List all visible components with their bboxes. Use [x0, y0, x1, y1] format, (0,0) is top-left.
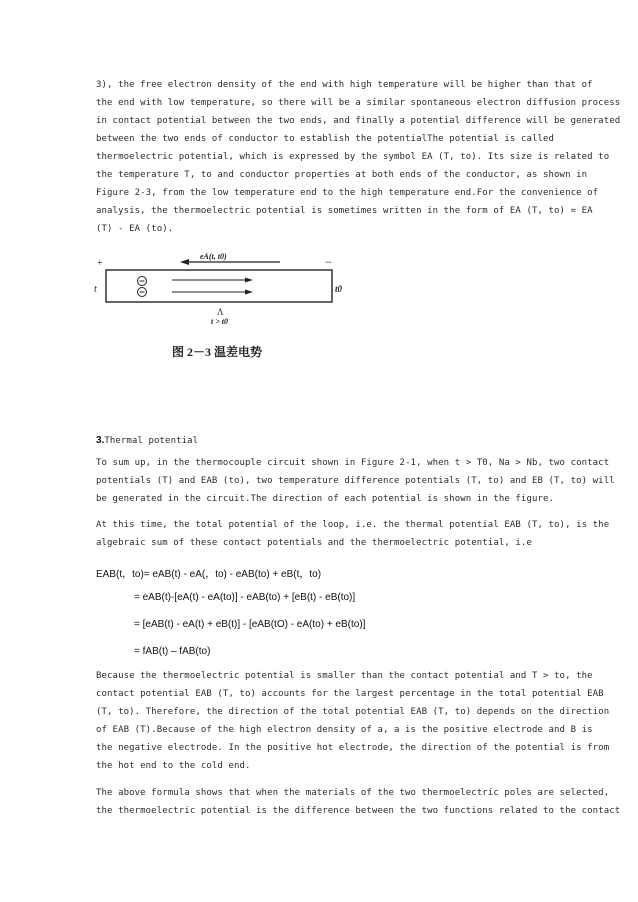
minus-sign: − — [325, 255, 332, 269]
text-line: thermoelectric potential, which is expressed by the symbol EA (T, to). Its size is related to — [96, 152, 610, 162]
text-line: be generated in the circuit.The direction of each potential is shown in the figure. — [96, 494, 555, 504]
condition-label: t > t0 — [211, 317, 229, 326]
text-line: in contact potential between the two ends, and finally a potential difference will be generated — [96, 116, 621, 126]
text-line: the negative electrode. In the positive hot electrode, the direction of the potential is from — [96, 743, 610, 753]
text-line: algebraic sum of these contact potentials and the thermoelectric potential, i.e — [96, 538, 532, 548]
equation-line: = fAB(t) – fAB(to) — [134, 646, 211, 657]
text-line: the end with low temperature, so there will be a similar spontaneous electron diffusion process — [96, 98, 621, 108]
text-line: At this time, the total potential of the loop, i.e. the thermal potential EAB (T, to), is the — [96, 520, 610, 530]
plus-sign: + — [97, 258, 103, 269]
potential-arrow-label: eA(t, t0) — [200, 252, 227, 261]
text-line: The above formula shows that when the materials of the two thermoelectric poles are selected, — [96, 788, 610, 798]
text-line: between the two ends of conductor to establish the potentialThe potential is called — [96, 134, 555, 144]
text-line: the temperature T, to and conductor properties at both ends of the conductor, as shown in — [96, 170, 588, 180]
text-line: contact potential EAB (T, to) accounts for the largest percentage in the total potential EAB — [96, 689, 604, 699]
text-line: Because the thermoelectric potential is smaller than the contact potential and T > to, the — [96, 671, 593, 681]
text-line: To sum up, in the thermocouple circuit shown in Figure 2-1, when t > T0, Na > Nb, two contact — [96, 458, 610, 468]
equation-line: EAB(t，to)= eAB(t) - eA(，to) - eAB(to) + eB(t，to) — [96, 569, 322, 580]
cold-end-label: t0 — [335, 284, 343, 294]
text-line: (T) - EA (to). — [96, 224, 174, 234]
section-heading — [96, 430, 542, 448]
equation-line: = [eAB(t) - eA(t) + eB(t)] - [eAB(tO) - eA(to) + eB(to)] — [134, 619, 366, 630]
text-line: the hot end to the cold end. — [96, 761, 251, 771]
potential-arrow-head — [180, 259, 189, 265]
text-line: potentials (T) and EAB (to), two temperature difference potentials (T, to) and EB (T, to) will — [96, 476, 615, 486]
hot-end-label: t — [94, 284, 97, 295]
text-line: (T, to). Therefore, the direction of the total potential EAB (T, to) depends on the direction — [96, 707, 610, 717]
text-line: 3), the free electron density of the end with high temperature will be higher than that of — [96, 80, 593, 90]
equation-line: = eAB(t)-[eA(t) - eA(to)] - eAB(to) + [eB(t) - eB(to)] — [134, 592, 356, 603]
text-line: the thermoelectric potential is the difference between the two functions related to the contact — [96, 806, 621, 816]
text-line: Figure 2-3, from the low temperature end to the high temperature end.For the convenience of — [96, 188, 599, 198]
conductor-rect — [106, 270, 332, 302]
text-line: analysis, the thermoelectric potential is sometimes written in the form of EA (T, to) = EA — [96, 206, 593, 216]
up-arrow-glyph: Λ — [217, 307, 224, 317]
section-number: 3. — [96, 435, 105, 446]
figure-caption: 图 2－3 温差电势 — [172, 345, 263, 359]
figure-thermoelectric-potential — [90, 248, 350, 368]
section-title: Thermal potential — [104, 436, 199, 446]
text-line: of EAB (T).Because of the high electron density of a, a is the positive electrode and B is — [96, 725, 593, 735]
